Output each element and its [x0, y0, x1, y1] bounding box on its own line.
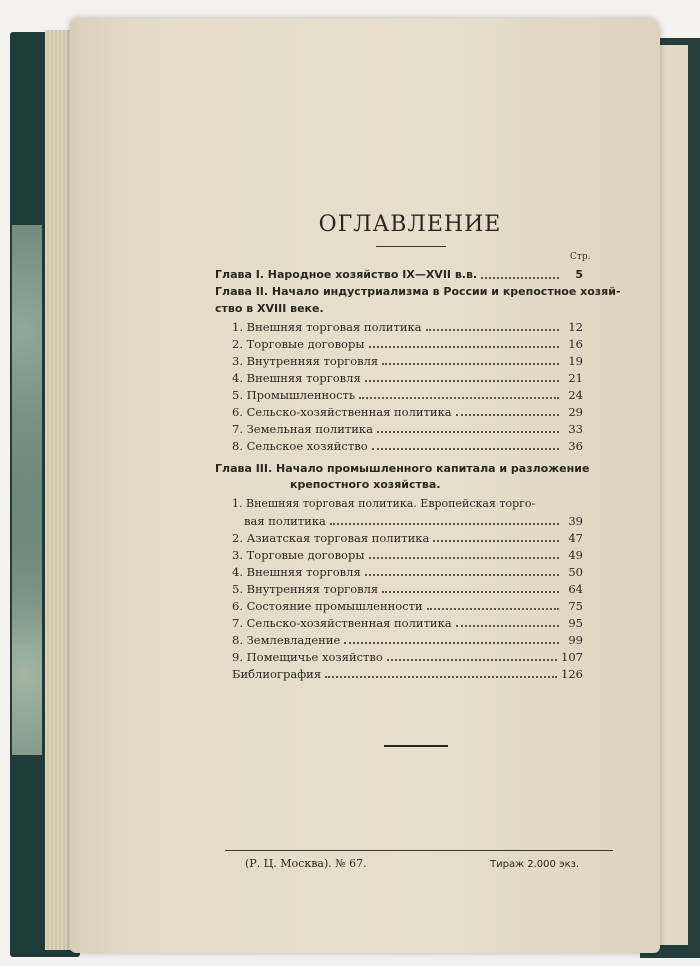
toc-entry: крепостного хозяйства. — [290, 478, 441, 491]
toc-entry: 4. Внешняя торговля 21 — [232, 371, 583, 385]
footer-imprint: (Р. Ц. Москва). № 67. — [245, 857, 367, 870]
toc-entry: 8. Землевладение 99 — [232, 633, 583, 647]
toc-entry: вая политика 39 — [244, 514, 583, 528]
toc-entry: 6. Состояние промышленности 75 — [232, 599, 583, 613]
toc-entry: 4. Внешняя торговля 50 — [232, 565, 583, 579]
title-rule — [376, 246, 446, 247]
toc-entry: 8. Сельское хозяйство 36 — [232, 439, 583, 453]
toc-entry: 7. Земельная политика 33 — [232, 422, 583, 436]
footer-rule — [225, 850, 613, 851]
toc-entry: Библиография 126 — [232, 667, 583, 681]
toc-entry: Глава I. Народное хозяйство IX—XVII в.в. 5 — [215, 268, 583, 281]
toc-entry: 2. Торговые договоры 16 — [232, 337, 583, 351]
end-rule — [384, 745, 448, 747]
toc-entry: 7. Сельско-хозяйственная политика 95 — [232, 616, 583, 630]
toc-entry: Глава III. Начало промышленного капитала и разложение — [215, 462, 590, 475]
toc-entry: 1. Внешняя торговая политика. Европейская торго- — [232, 497, 536, 510]
page-column-label: Стр. — [570, 252, 591, 262]
marbled-paper — [12, 225, 42, 755]
toc-entry: 1. Внешняя торговая политика 12 — [232, 320, 583, 334]
toc-entry: Глава II. Начало индустриализма в России и крепостное хозяй- — [215, 285, 621, 298]
footer-print-run: Тираж 2.000 экз. — [490, 859, 580, 870]
toc-entry: ство в XVIII веке. — [215, 302, 324, 315]
toc-entry: 6. Сельско-хозяйственная политика 29 — [232, 405, 583, 419]
toc-entry: 9. Помещичье хозяйство 107 — [232, 650, 583, 664]
toc-entry: 3. Внутренняя торговля 19 — [232, 354, 583, 368]
toc-entry: 3. Торговые договоры 49 — [232, 548, 583, 562]
toc-entry: 5. Внутренняя торговля 64 — [232, 582, 583, 596]
page-title: ОГЛАВЛЕНИЕ — [318, 212, 502, 237]
toc-entry: 2. Азиатская торговая политика 47 — [232, 531, 583, 545]
toc-entry: 5. Промышленность 24 — [232, 388, 583, 402]
